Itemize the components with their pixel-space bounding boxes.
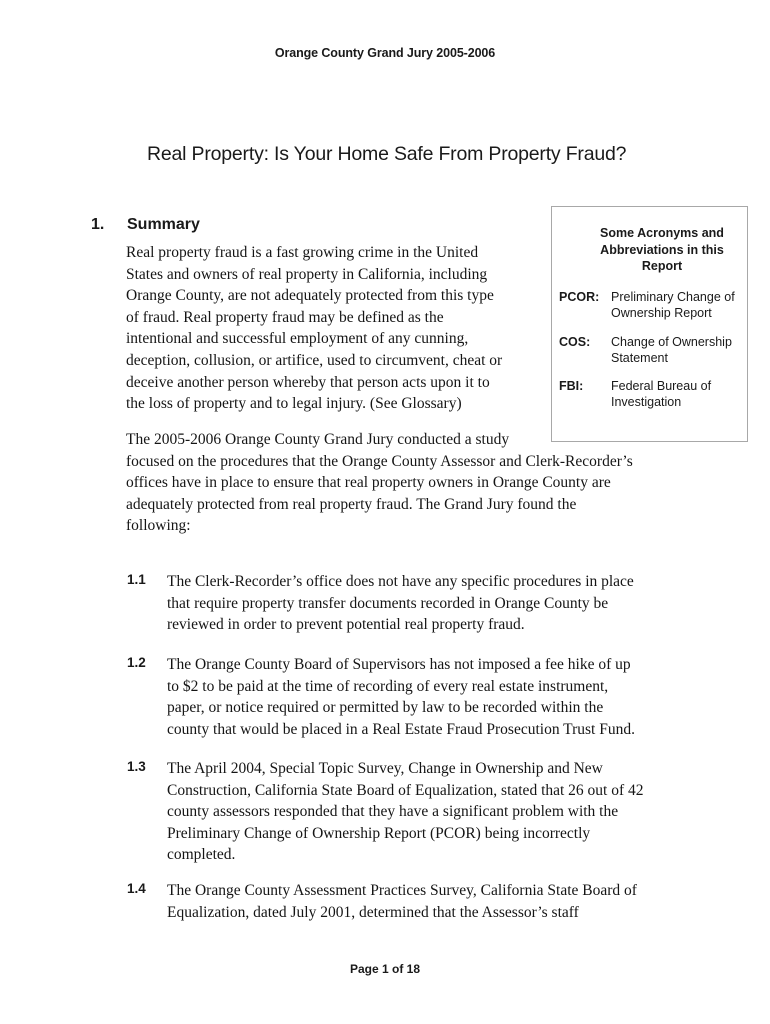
acronym-definition-line: Investigation (611, 394, 682, 409)
study-paragraph (126, 429, 686, 537)
finding-number: 1.1 (127, 572, 146, 587)
acronyms-sidebar (551, 206, 748, 442)
section-heading: Summary (127, 216, 200, 233)
acronym-term: FBI: (559, 379, 584, 393)
acronym-definition (611, 335, 751, 366)
summary-line: States and owners of real property in California, including (126, 265, 488, 283)
finding-line: county assessors responded that they have a significant problem with the (167, 803, 619, 821)
finding-text (167, 571, 687, 636)
running-header: Orange County Grand Jury 2005-2006 (274, 46, 496, 60)
section-number: 1. (91, 216, 105, 233)
acronym-term: COS: (559, 335, 591, 349)
summary-line: deception, collusion, or artifice, used to circumvent, cheat or (126, 351, 503, 369)
summary-line: Real property fraud is a fast growing crime in the United (126, 244, 479, 261)
finding-number: 1.3 (127, 759, 146, 774)
finding-number: 1.2 (127, 655, 146, 670)
page-number: Page 1 of 18 (349, 962, 421, 976)
summary-line: deceive another person whereby that person acts upon it to (126, 373, 490, 391)
study-line: following: (126, 517, 191, 535)
finding-line: Equalization, dated July 2001, determined that the Assessor’s staff (167, 903, 579, 921)
summary-line: the loss of property and to legal injury. (See Glossary) (126, 395, 462, 413)
finding-line: The Orange County Board of Supervisors has not imposed a fee hike of up (167, 656, 631, 673)
study-line: The 2005-2006 Orange County Grand Jury conducted a study (126, 431, 510, 448)
summary-paragraph (126, 242, 536, 415)
acronym-definition (611, 290, 751, 321)
acronym-definition-line: Federal Bureau of (611, 379, 712, 393)
finding-line: that require property transfer documents recorded in Orange County be (167, 594, 609, 612)
acronym-definition-line: Change of Ownership (611, 335, 732, 349)
finding-line: The Orange County Assessment Practices Survey, California State Board of (167, 882, 637, 899)
finding-line: Construction, California State Board of Equalization, stated that 26 out of 42 (167, 781, 644, 799)
finding-text (167, 758, 687, 866)
sidebar-title-line: Report (641, 259, 683, 273)
finding-number: 1.4 (127, 881, 146, 896)
sidebar-title (572, 225, 752, 275)
sidebar-title-line: Some Acronyms and (600, 226, 724, 240)
acronym-term: PCOR: (559, 290, 600, 304)
finding-line: paper, or notice required or permitted by law to be recorded within the (167, 699, 604, 717)
acronym-definition-line: Ownership Report (611, 305, 712, 320)
study-line: adequately protected from real property fraud. The Grand Jury found the (126, 495, 577, 513)
finding-line: Preliminary Change of Ownership Report (PCOR) being incorrectly (167, 824, 591, 842)
acronym-definition (611, 379, 751, 410)
document-title: Real Property: Is Your Home Safe From Property Fraud? (147, 143, 627, 165)
finding-line: county that would be placed in a Real Estate Fraud Prosecution Trust Fund. (167, 720, 635, 738)
finding-line: completed. (167, 846, 236, 864)
finding-line: The Clerk-Recorder’s office does not have any specific procedures in place (167, 573, 634, 590)
finding-line: reviewed in order to prevent potential real property fraud. (167, 616, 525, 634)
finding-text (167, 880, 687, 923)
finding-text (167, 654, 687, 740)
acronym-definition-line: Statement (611, 350, 668, 365)
summary-line: Orange County, are not adequately protected from this type (126, 287, 494, 305)
finding-line: to $2 to be paid at the time of recording of every real estate instrument, (167, 677, 609, 695)
summary-line: of fraud. Real property fraud may be defined as the (126, 308, 444, 326)
acronym-definition-line: Preliminary Change of (611, 290, 735, 304)
summary-line: intentional and successful employment of any cunning, (126, 330, 469, 348)
sidebar-title-line: Abbreviations in this (600, 242, 724, 257)
study-line: focused on the procedures that the Orange County Assessor and Clerk-Recorder’s (126, 452, 633, 470)
study-line: offices have in place to ensure that real property owners in Orange County are (126, 474, 611, 492)
finding-line: The April 2004, Special Topic Survey, Change in Ownership and New (167, 760, 603, 777)
